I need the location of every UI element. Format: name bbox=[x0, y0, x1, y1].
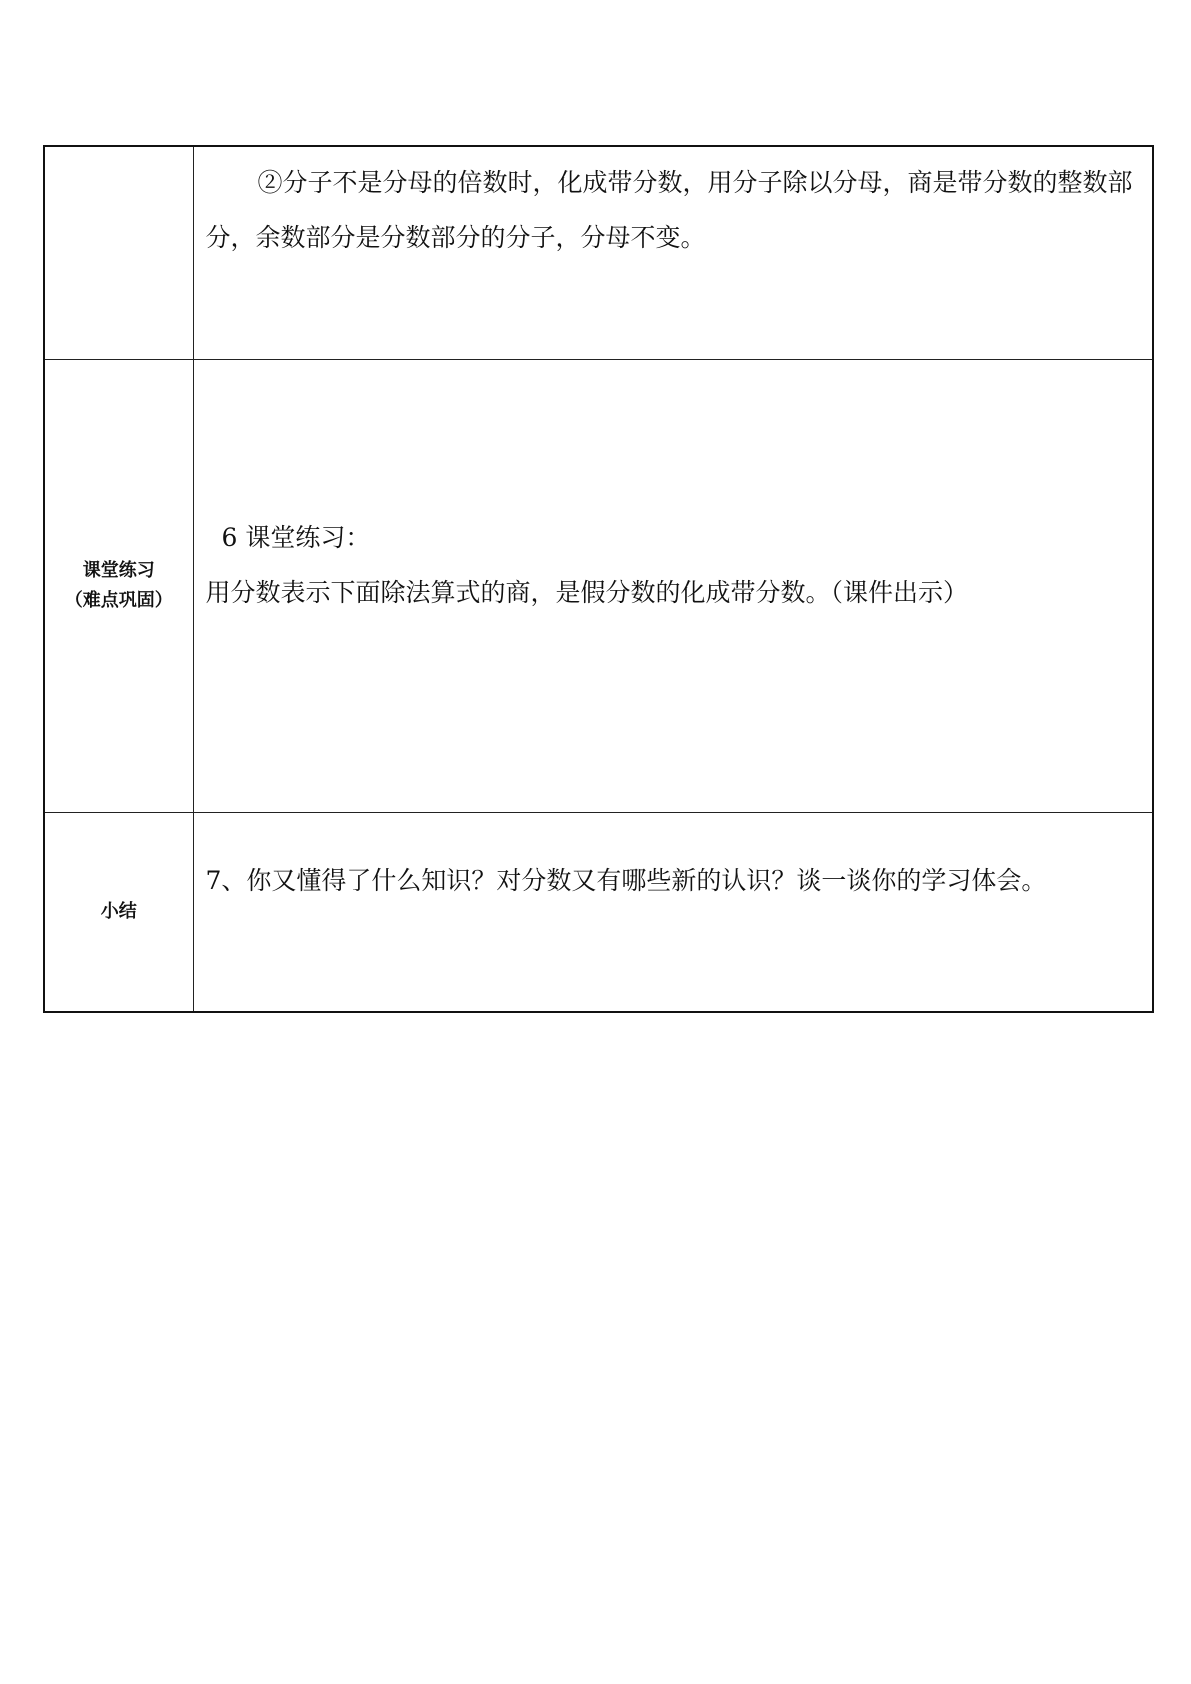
practice-heading: 6 课堂练习： bbox=[221, 523, 371, 552]
row-label-cell-empty bbox=[44, 146, 193, 360]
summary-question: 7、你又懂得了什么知识？对分数又有哪些新的认识？谈一谈你的学习体会。 bbox=[205, 866, 1047, 895]
row-content-cell bbox=[193, 813, 1153, 1013]
row-content-cell bbox=[193, 146, 1153, 360]
rule-paragraph: ②分子不是分母的倍数时，化成带分数，用分子除以分母，商是带分数的整数部分，余数部分是分数部分的分子，分母不变。 bbox=[205, 168, 1133, 252]
label-difficulty-consolidation: （难点巩固） bbox=[64, 590, 173, 611]
table-row-conversion-rule bbox=[44, 146, 1153, 360]
table-row-class-practice bbox=[44, 360, 1153, 813]
row-content-cell bbox=[193, 360, 1153, 813]
row-label-cell bbox=[44, 813, 193, 1013]
row-label-cell bbox=[44, 360, 193, 813]
label-summary: 小结 bbox=[100, 901, 137, 922]
label-class-practice: 课堂练习 bbox=[82, 560, 155, 581]
practice-instruction: 用分数表示下面除法算式的商，是假分数的化成带分数。（课件出示） bbox=[205, 578, 969, 607]
table-row-summary bbox=[44, 813, 1153, 1013]
lesson-plan-table bbox=[43, 145, 1154, 1013]
